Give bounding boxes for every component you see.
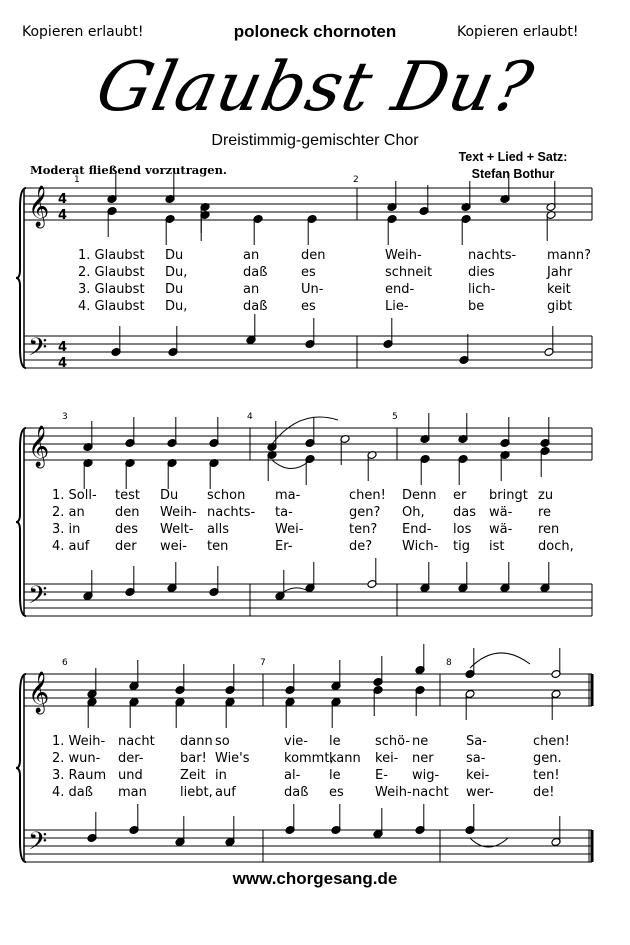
- lyric-syllable: daß: [284, 785, 309, 800]
- lyric-syllable: al-: [284, 768, 301, 783]
- lyric-syllable: E-: [375, 768, 388, 783]
- lyric-syllable: wei-: [160, 539, 187, 554]
- lyric-syllable: Wie's: [215, 751, 250, 766]
- lyric-syllable: 4. Glaubst: [78, 299, 145, 314]
- lyric-syllable: vie-: [284, 734, 308, 749]
- lyric-syllable: daß: [243, 265, 268, 280]
- lyric-syllable: nachts-: [207, 505, 256, 520]
- lyric-syllable: gibt: [547, 299, 573, 314]
- measure-number: 6: [62, 658, 68, 668]
- treble-clef-icon: 𝄞: [28, 672, 50, 713]
- lyric-syllable: Un-: [301, 282, 324, 297]
- lyric-syllable: gen?: [349, 505, 381, 520]
- lyric-syllable: chen!: [349, 488, 386, 503]
- lyric-syllable: de?: [349, 539, 373, 554]
- lyric-syllable: kommt,: [284, 751, 334, 766]
- lyric-syllable: dann: [180, 734, 213, 749]
- lyric-syllable: ner: [412, 751, 434, 766]
- lyric-syllable: der-: [118, 751, 144, 766]
- lyric-syllable: das: [453, 505, 476, 520]
- credits-line-2: Stefan Bothur: [471, 167, 555, 181]
- lyric-syllable: an: [243, 282, 260, 297]
- lyric-syllable: wig-: [412, 768, 440, 783]
- lyric-syllable: bringt: [489, 488, 528, 503]
- lyric-syllable: 3. Raum: [52, 768, 107, 783]
- lyric-syllable: ma-: [275, 488, 301, 503]
- lyric-syllable: End-: [402, 522, 432, 537]
- treble-clef-icon: 𝄞: [28, 186, 50, 227]
- lyric-syllable: Zeit: [180, 768, 206, 783]
- measure-number: 7: [260, 658, 266, 668]
- treble-clef-icon: 𝄞: [28, 426, 50, 467]
- lyric-syllable: Wich-: [402, 539, 439, 554]
- lyric-syllable: man: [118, 785, 147, 800]
- time-signature: 4: [58, 208, 68, 223]
- lyric-syllable: ta-: [275, 505, 293, 520]
- lyric-syllable: Denn: [402, 488, 437, 503]
- lyric-syllable: an: [243, 248, 260, 263]
- bass-clef-icon: 𝄢: [28, 333, 48, 368]
- lyric-syllable: Oh,: [402, 505, 425, 520]
- lyric-syllable: Du,: [165, 299, 188, 314]
- lyric-syllable: kei-: [466, 768, 490, 783]
- lyric-syllable: auf: [215, 785, 236, 800]
- lyric-syllable: nacht: [118, 734, 155, 749]
- lyric-syllable: den: [301, 248, 326, 263]
- copy-notice-left: Kopieren erlaubt!: [22, 24, 144, 40]
- copy-notice-right: Kopieren erlaubt!: [457, 24, 579, 40]
- lyric-syllable: ten: [207, 539, 229, 554]
- lyric-syllable: Welt-: [160, 522, 194, 537]
- lyric-syllable: los: [453, 522, 472, 537]
- lyric-syllable: Wei-: [275, 522, 304, 537]
- publisher-name: poloneck chornoten: [233, 22, 397, 41]
- lyric-syllable: test: [115, 488, 140, 503]
- lyric-syllable: 1. Soll-: [52, 488, 97, 503]
- lyric-syllable: chen!: [533, 734, 570, 749]
- lyric-syllable: den: [115, 505, 140, 520]
- lyric-syllable: sa-: [466, 751, 486, 766]
- lyric-syllable: Du: [165, 282, 184, 297]
- measure-number: 1: [74, 175, 80, 185]
- lyric-syllable: re: [538, 505, 552, 520]
- website-url: www.chorgesang.de: [232, 869, 398, 888]
- tempo-marking: Moderat fließend vorzutragen.: [30, 163, 227, 177]
- measure-number: 4: [247, 412, 253, 422]
- lyric-syllable: schneit: [385, 265, 433, 280]
- lyric-syllable: es: [329, 785, 344, 800]
- lyric-syllable: Lie-: [385, 299, 409, 314]
- lyric-syllable: Du,: [165, 265, 188, 280]
- lyric-syllable: es: [301, 299, 316, 314]
- lyric-syllable: 3. Glaubst: [78, 282, 145, 297]
- lyric-syllable: nachts-: [468, 248, 517, 263]
- lyric-syllable: doch,: [538, 539, 574, 554]
- lyric-syllable: gen.: [533, 751, 562, 766]
- time-signature: 4: [58, 340, 68, 355]
- lyric-syllable: Jahr: [547, 265, 573, 280]
- lyric-syllable: 4. auf: [52, 539, 90, 554]
- lyric-syllable: 1. Glaubst: [78, 248, 145, 263]
- lyric-syllable: so: [215, 734, 230, 749]
- measure-number: 2: [353, 175, 359, 185]
- lyric-syllable: mann?: [547, 248, 592, 263]
- measure-number: 5: [392, 412, 398, 422]
- lyric-syllable: in: [215, 768, 227, 783]
- lyric-syllable: daß: [243, 299, 268, 314]
- lyric-syllable: liebt,: [180, 785, 213, 800]
- measure-number: 3: [62, 412, 68, 422]
- lyric-syllable: ren: [538, 522, 560, 537]
- lyric-syllable: 2. an: [52, 505, 85, 520]
- slur: [470, 653, 530, 668]
- lyric-syllable: Du: [160, 488, 179, 503]
- lyric-syllable: lich-: [468, 282, 496, 297]
- song-title: Glaubst Du?: [89, 48, 541, 127]
- lyric-syllable: le: [329, 768, 341, 783]
- lyric-syllable: Sa-: [466, 734, 487, 749]
- lyric-syllable: ten?: [349, 522, 378, 537]
- lyric-syllable: nacht: [412, 785, 449, 800]
- lyric-syllable: tig: [453, 539, 470, 554]
- lyric-syllable: 2. wun-: [52, 751, 101, 766]
- lyric-syllable: er: [453, 488, 467, 503]
- lyric-syllable: schö-: [375, 734, 411, 749]
- bass-clef-icon: 𝄢: [28, 827, 48, 862]
- lyric-syllable: es: [301, 265, 316, 280]
- lyric-syllable: be: [468, 299, 485, 314]
- lyric-syllable: Er-: [275, 539, 293, 554]
- subtitle: Dreistimmig-gemischter Chor: [211, 132, 419, 149]
- lyric-syllable: de!: [533, 785, 555, 800]
- measure-number: 8: [446, 658, 452, 668]
- lyric-syllable: bar!: [180, 751, 207, 766]
- lyric-syllable: Du: [165, 248, 184, 263]
- lyric-syllable: wä-: [489, 522, 513, 537]
- lyric-syllable: alls: [207, 522, 229, 537]
- lyric-syllable: zu: [538, 488, 554, 503]
- lyric-syllable: 3. in: [52, 522, 81, 537]
- lyric-syllable: Weih-: [375, 785, 412, 800]
- slur: [272, 460, 308, 469]
- time-signature: 4: [58, 356, 68, 371]
- lyric-syllable: keit: [547, 282, 571, 297]
- lyric-syllable: 1. Weih-: [52, 734, 106, 749]
- lyric-syllable: 2. Glaubst: [78, 265, 145, 280]
- lyric-syllable: le: [329, 734, 341, 749]
- lyric-syllable: kann: [329, 751, 361, 766]
- time-signature: 4: [58, 192, 68, 207]
- lyric-syllable: schon: [207, 488, 246, 503]
- lyric-syllable: ne: [412, 734, 429, 749]
- lyric-syllable: und: [118, 768, 143, 783]
- credits-line-1: Text + Lied + Satz:: [458, 150, 568, 164]
- lyric-syllable: Weih-: [160, 505, 197, 520]
- lyric-syllable: ten!: [533, 768, 560, 783]
- slur: [272, 417, 338, 444]
- lyric-syllable: end-: [385, 282, 415, 297]
- bass-clef-icon: 𝄢: [28, 581, 48, 616]
- lyric-syllable: Weih-: [385, 248, 422, 263]
- lyric-syllable: kei-: [375, 751, 399, 766]
- lyric-syllable: wer-: [466, 785, 494, 800]
- lyric-syllable: 4. daß: [52, 785, 93, 800]
- lyric-syllable: dies: [468, 265, 495, 280]
- lyric-syllable: ist: [489, 539, 505, 554]
- lyric-syllable: wä-: [489, 505, 513, 520]
- lyric-syllable: der: [115, 539, 137, 554]
- lyric-syllable: des: [115, 522, 139, 537]
